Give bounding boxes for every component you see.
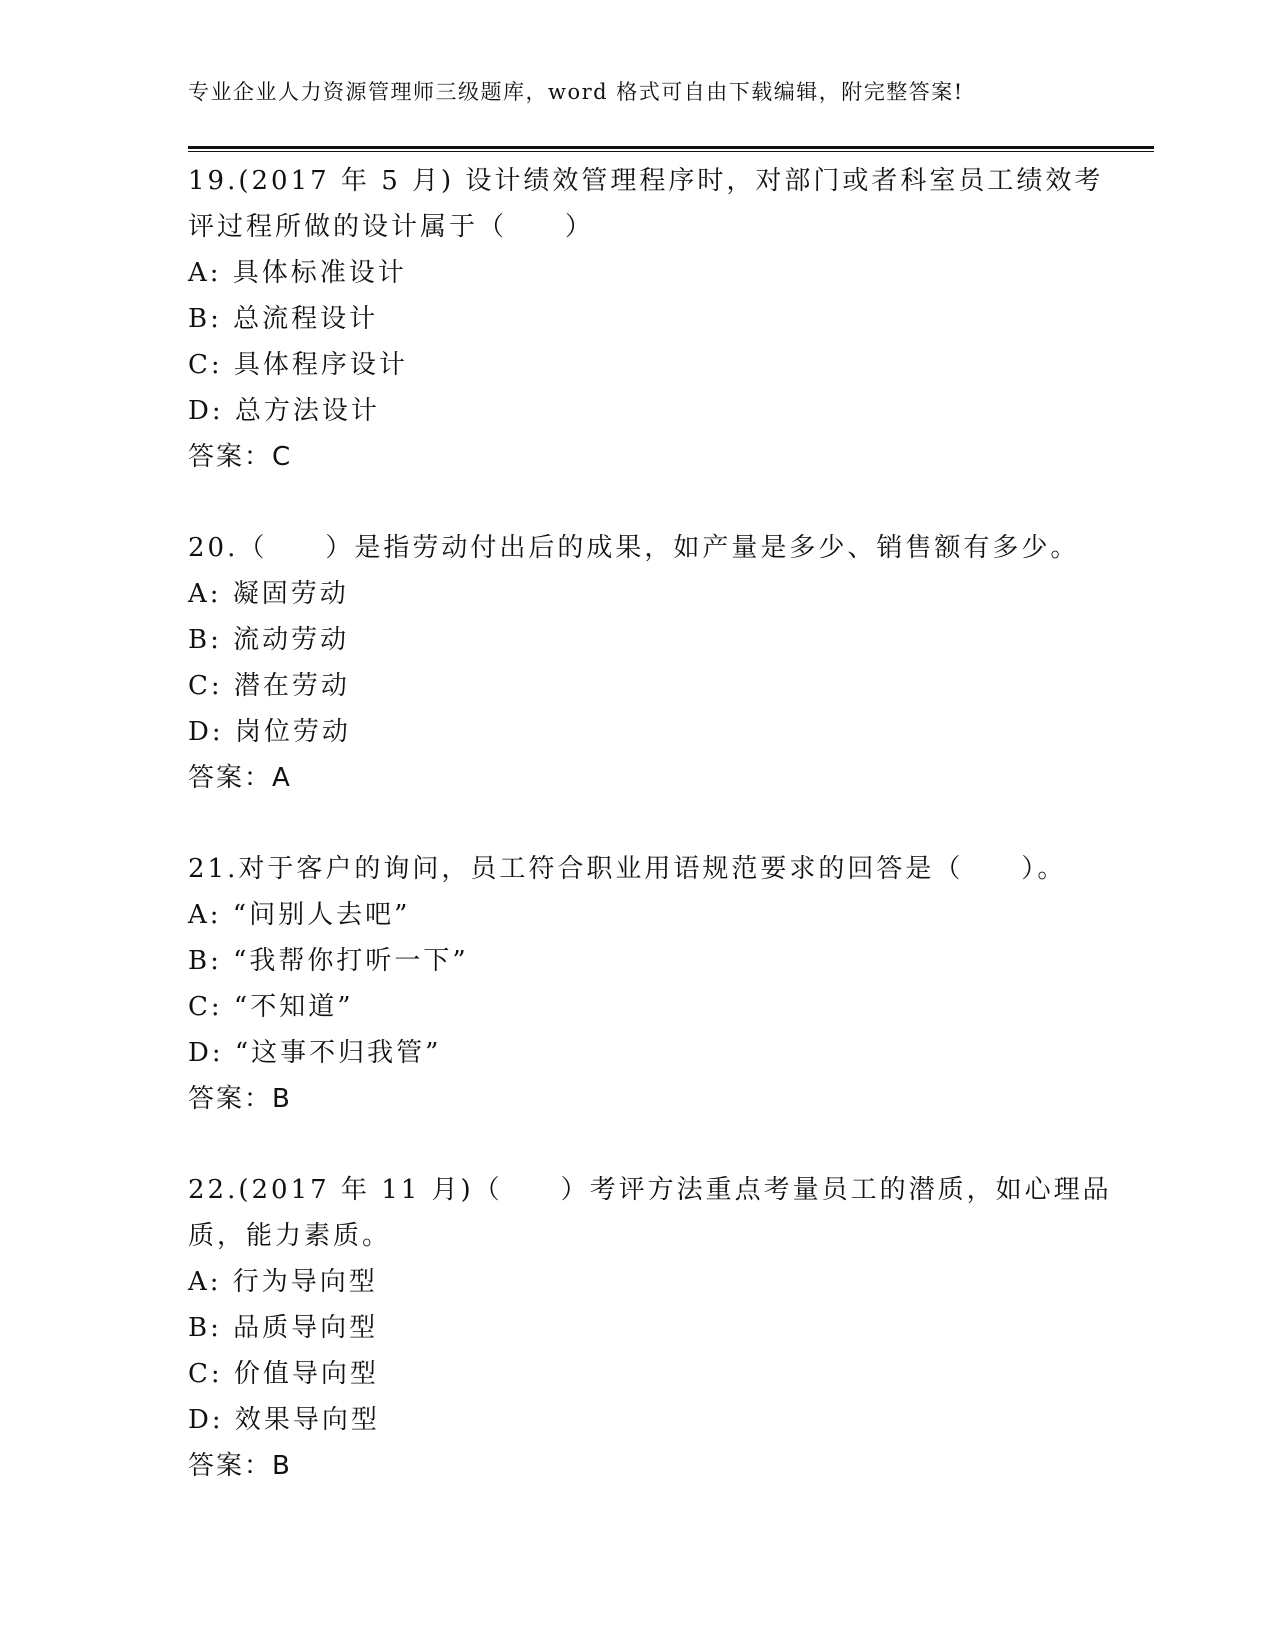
question-text: 20.（ ）是指劳动付出后的成果，如产量是多少、销售额有多少。 (188, 533, 1080, 563)
option-c: C: 潜在劳动 (188, 671, 350, 701)
option-d: D: “这事不归我管” (188, 1038, 442, 1068)
option-b: B: 流动劳动 (188, 625, 350, 655)
question-text: 质，能力素质。 (188, 1221, 392, 1251)
page-header: 专业企业人力资源管理师三级题库，word 格式可自由下载编辑，附完整答案! (188, 80, 964, 104)
question-21 (188, 846, 1088, 1122)
answer: 答案：B (188, 1084, 292, 1114)
option-d: D: 效果导向型 (188, 1405, 380, 1435)
question-list (188, 158, 1112, 1534)
question-19 (188, 158, 1104, 480)
header-divider (188, 146, 1154, 152)
option-b: B: “我帮你打听一下” (188, 946, 469, 976)
option-c: C: “不知道” (188, 992, 354, 1022)
option-a: A: 凝固劳动 (188, 579, 349, 609)
option-b: B: 品质导向型 (188, 1313, 379, 1343)
question-text: 22.(2017 年 11 月)（ ）考评方法重点考量员工的潜质，如心理品 (188, 1175, 1112, 1205)
answer: 答案：B (188, 1451, 292, 1481)
option-d: D: 岗位劳动 (188, 717, 351, 747)
question-text: 21.对于客户的询问，员工符合职业用语规范要求的回答是（ ）。 (188, 854, 1067, 884)
answer: 答案：C (188, 442, 293, 472)
question-22 (188, 1167, 1112, 1489)
option-a: A: 行为导向型 (188, 1267, 378, 1297)
question-text: 19.(2017 年 5 月) 设计绩效管理程序时，对部门或者科室员工绩效考 (188, 166, 1104, 196)
option-a: A: 具体标准设计 (188, 258, 407, 288)
question-text: 评过程所做的设计属于（ ） (188, 212, 595, 242)
option-b: B: 总流程设计 (188, 304, 379, 334)
option-c: C: 价值导向型 (188, 1359, 379, 1389)
option-d: D: 总方法设计 (188, 396, 380, 426)
option-a: A: “问别人去吧” (188, 900, 411, 930)
question-20 (188, 525, 1088, 801)
answer: 答案：A (188, 763, 292, 793)
option-c: C: 具体程序设计 (188, 350, 408, 380)
